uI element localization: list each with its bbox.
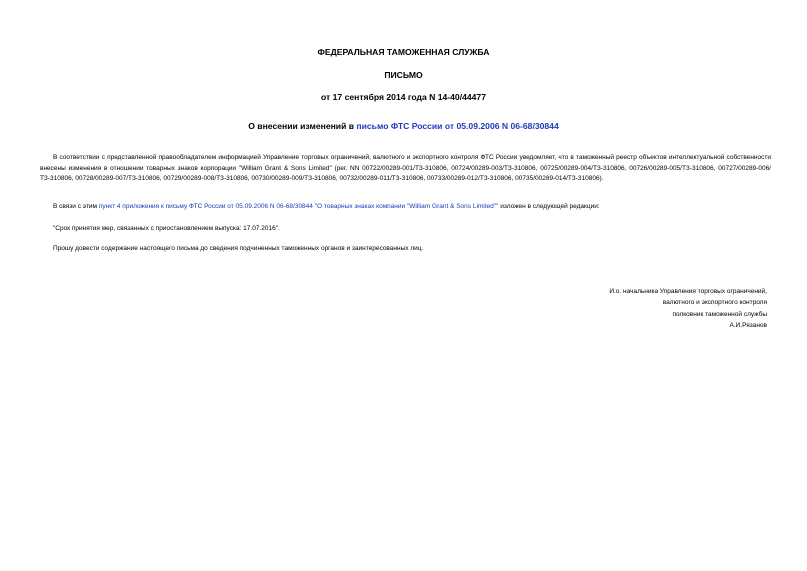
paragraph-amendment xyxy=(40,202,771,213)
amendment-suffix: изложен в следующей редакции: xyxy=(498,203,600,210)
signature-position-line1: И.о. начальника Управления торговых ограничений, xyxy=(609,288,767,295)
paragraph-notification: В соответствии с представленной правообладателем информацией Управление торговых ограничений, валютного и экспортного контроля ФТС России уведомляет, что в таможенный реестр объектов интеллектуальной собственности внесены изменения в отношении товарных знаков корпорации "William Grant & Sons Limited" (рег. NN 00722/00289-001/ТЗ-310806, 00724/00289-003/ТЗ-310806, 00725/00289-004/ТЗ-310806, 00726/00289-005/ТЗ-310806, 00727/00289-006/ТЗ-310806, 00728/00289-007/ТЗ-310806, 00729/00289-008/ТЗ-310806, 00730/00289-009/ТЗ-310806, 00732/00289-011/ТЗ-310806, 00733/00289-012/ТЗ-310806, 00735/00289-014/ТЗ-310806). xyxy=(40,154,771,182)
subject-link[interactable]: письмо ФТС России от 05.09.2006 N 06-68/30844 xyxy=(356,121,559,131)
paragraph-request: Прошу довести содержание настоящего письма до сведения подчиненных таможенных органов и заинтересованных лиц. xyxy=(53,245,424,252)
subject-prefix: О внесении изменений в xyxy=(248,121,357,131)
paragraph-quote: "Срок принятия мер, связанных с приостановлением выпуска: 17.07.2016". xyxy=(53,225,280,232)
signature-name: А.И.Рязанов xyxy=(729,321,767,329)
document-subject xyxy=(0,121,807,132)
signature-block xyxy=(609,286,767,331)
document-type: ПИСЬМО xyxy=(384,70,423,80)
signature-rank: полковник таможенной службы xyxy=(672,310,767,318)
agency-title: ФЕДЕРАЛЬНАЯ ТАМОЖЕННАЯ СЛУЖБА xyxy=(317,47,490,57)
amendment-link[interactable]: пункт 4 приложения к письму ФТС России от 05.09.2006 N 06-68/30844 "О товарных знаках компании "William Grant & Sons Limited"" xyxy=(98,203,499,210)
document-date-number: от 17 сентября 2014 года N 14-40/44477 xyxy=(321,92,486,102)
amendment-prefix: В связи с этим xyxy=(53,203,99,210)
signature-position-line2: валютного и экспортного контроля xyxy=(662,299,767,307)
